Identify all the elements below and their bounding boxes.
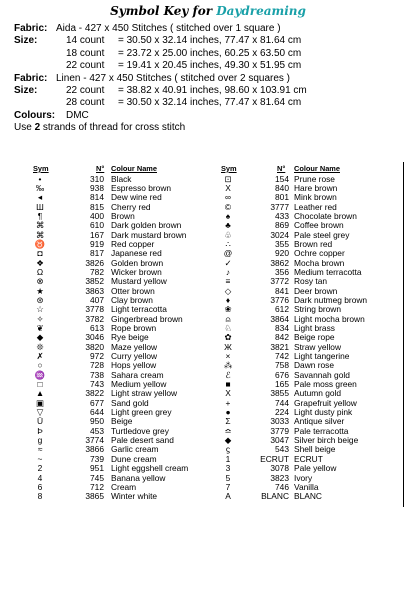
row-colour-name: Sand gold [111,397,149,408]
row-dmc-number: 801 [275,192,289,203]
row-symbol: ◘ [37,248,43,259]
row-colour-name: Mocha brown [294,257,345,268]
row-symbol: Ж [224,341,232,352]
row-colour-name: Pale moss green [294,379,357,390]
row-dmc-number: 3822 [85,388,104,399]
row-dmc-number: 165 [275,379,289,390]
row-dmc-number: 310 [90,173,104,184]
row-symbol: □ [37,379,43,390]
row-colour-name: Mustard yellow [111,276,167,287]
row-symbol: ♧ [224,229,232,240]
row-dmc-number: 3033 [270,416,289,427]
row-colour-name: ECRUT [294,453,323,464]
fabric-aida-line [14,23,406,35]
row-dmc-number: 167 [90,229,104,240]
row-colour-name: Chocolate brown [294,210,357,221]
row-dmc-number: 950 [90,416,104,427]
row-symbol: ≏ [224,425,232,436]
row-dmc-number: 938 [90,182,104,193]
row-dmc-number: 920 [275,248,289,259]
header-number: N° [96,164,105,173]
row-colour-name: Dune cream [111,453,157,464]
row-colour-name: Hops yellow [111,360,157,371]
row-colour-name: Medium terracotta [294,266,362,277]
row-symbol: ⌘ [35,220,45,231]
row-colour-name: Light dusty pink [294,407,353,418]
row-symbol: ◂ [37,192,43,203]
row-symbol: Ш [36,201,44,212]
row-dmc-number: 3024 [270,229,289,240]
row-colour-name: Otter brown [111,285,155,296]
row-symbol: ϛ [225,444,231,455]
row-dmc-number: 3852 [85,276,104,287]
instruction-text [14,122,185,134]
instruction-line [14,122,406,134]
row-symbol: ℰ [225,369,231,380]
row-symbol: ♣ [225,220,231,231]
header-sym: Sym [221,164,237,173]
row-symbol: ‰ [35,182,45,193]
row-symbol: ⊡ [224,173,232,184]
row-colour-name: Golden brown [111,257,164,268]
row-symbol: ⁂ [223,360,233,371]
row-colour-name: Autumn gold [294,388,342,399]
row-dmc-number: 972 [90,351,104,362]
row-symbol: 2 [37,463,43,474]
row-dmc-number: 712 [90,481,104,492]
row-colour-name: Dark mustard brown [111,229,187,240]
row-symbol: ○ [37,360,43,371]
row-symbol: ∞ [225,192,231,203]
table-row [30,492,210,501]
row-symbol: ☆ [36,304,44,315]
size-label: Size: [14,84,38,96]
row-symbol: ❀ [224,304,232,315]
row-colour-name: Black [111,173,132,184]
row-colour-name: Light straw yellow [111,388,178,399]
row-symbol: Þ [37,425,43,436]
row-colour-name: Garlic cream [111,444,159,455]
header-sym: Sym [33,164,49,173]
fabric-text: Aida - 427 x 450 Stitches ( stitched over 1 square ) [56,23,281,34]
row-colour-name: Pale desert sand [111,435,174,446]
title-main: Symbol Key for [110,4,217,18]
row-colour-name: Vanilla [294,481,319,492]
row-symbol: X [225,182,231,193]
row-colour-name: Cream [111,481,137,492]
row-colour-name: Dark golden brown [111,220,182,231]
row-colour-name: Pale yellow [294,463,337,474]
row-colour-name: Deer brown [294,285,338,296]
row-colour-name: Coffee brown [294,220,344,231]
row-dmc-number: 919 [90,238,104,249]
right-border-line [403,162,404,507]
row-colour-name: Antique silver [294,416,345,427]
row-symbol: ♉ [34,238,46,249]
row-dmc-number: 834 [275,323,289,333]
size-dims: = 30.50 x 32.14 inches, 77.47 x 81.64 cm [118,35,302,47]
row-colour-name: Japanese red [111,248,162,259]
size-dims: = 30.50 x 32.14 inches, 77.47 x 81.64 cm [118,97,302,109]
row-symbol: X [225,388,231,399]
row-dmc-number: 613 [90,323,104,333]
row-dmc-number: 745 [90,472,104,483]
page-title [0,2,416,20]
row-colour-name: Brown [111,210,135,221]
row-symbol: Ω [36,266,44,277]
row-symbol: ✿ [224,332,232,343]
row-colour-name: Leather red [294,201,337,212]
row-symbol: 6 [37,481,43,492]
row-symbol: Σ [225,416,231,427]
row-symbol: ❖ [36,257,44,268]
row-colour-name: Gingerbread brown [111,313,183,324]
header-colour-name: Colour Name [294,164,340,173]
row-dmc-number: 154 [275,173,289,184]
row-dmc-number: 543 [275,444,289,455]
row-colour-name: Light brass [294,323,335,333]
row-dmc-number: 3864 [270,313,289,324]
row-dmc-number: 3862 [270,257,289,268]
row-colour-name: Red copper [111,238,155,249]
row-symbol: + [225,397,231,408]
row-dmc-number: 407 [90,294,104,305]
row-colour-name: Dark nutmeg brown [294,294,368,305]
row-dmc-number: 840 [275,182,289,193]
fabric-linen-line [14,73,406,85]
row-symbol: 8 [37,491,43,502]
size-dims: = 19.41 x 20.45 inches, 49.30 x 51.95 cm [118,60,302,72]
row-dmc-number: 3778 [85,304,104,315]
row-colour-name: Pale steel grey [294,229,350,240]
row-symbol: g [37,435,43,446]
row-colour-name: Rye beige [111,332,149,343]
size-dims: = 38.82 x 40.91 inches, 98.60 x 103.91 cm [118,84,307,96]
row-dmc-number: 744 [275,397,289,408]
row-colour-name: String brown [294,304,342,315]
row-dmc-number: 3865 [85,491,104,502]
row-dmc-number: 817 [90,248,104,259]
row-symbol: ❊ [36,341,44,352]
row-colour-name: Clay brown [111,294,153,305]
colours-line [14,110,406,122]
table-row [218,492,403,501]
table-body [218,175,403,502]
row-symbol: • [38,173,42,184]
size-line [14,48,406,60]
row-dmc-number: 612 [275,304,289,315]
row-symbol: ♪ [225,266,231,277]
row-dmc-number: 869 [275,220,289,231]
symbol-table-right [218,164,403,502]
row-symbol: ◆ [36,332,44,343]
row-symbol: @ [223,248,233,259]
title-accent: Daydreaming [216,4,306,18]
row-dmc-number: 3046 [85,332,104,343]
row-symbol: ♘ [224,323,232,333]
row-dmc-number: 453 [90,425,104,436]
row-dmc-number: 728 [90,360,104,371]
table-header [218,164,403,175]
row-dmc-number: 738 [90,369,104,380]
row-colour-name: Grapefruit yellow [294,397,357,408]
row-colour-name: Banana yellow [111,472,166,483]
row-dmc-number: 782 [90,266,104,277]
instruction-pre: Use [14,122,35,134]
row-symbol: ▣ [36,397,44,408]
row-dmc-number: 224 [275,407,289,418]
row-dmc-number: 3779 [270,425,289,436]
row-colour-name: Light eggshell cream [111,463,189,474]
row-colour-name: Straw yellow [294,341,342,352]
row-colour-name: Prune rose [294,173,335,184]
row-dmc-number: 644 [90,407,104,418]
row-symbol: ✓ [224,257,232,268]
size-count: 22 count [66,60,105,72]
row-colour-name: Shell beige [294,444,336,455]
size-line [14,85,406,97]
row-dmc-number: 3820 [85,341,104,352]
row-colour-name: Light green grey [111,407,172,418]
row-symbol: ♠ [225,210,231,221]
row-colour-name: Beige rope [294,332,335,343]
row-colour-name: Dew wine red [111,192,162,203]
row-colour-name: Rope brown [111,323,157,333]
row-dmc-number: 433 [275,210,289,221]
row-symbol: ▲ [35,388,45,399]
row-symbol: ⌘ [35,229,45,240]
row-colour-name: Ivory [294,472,313,483]
row-dmc-number: 3823 [270,472,289,483]
row-colour-name: Light tangerine [294,351,350,362]
row-symbol: ⊛ [36,294,44,305]
row-symbol: ⍝ [225,313,231,324]
size-line [14,60,406,72]
row-dmc-number: 355 [275,238,289,249]
row-symbol: 7 [225,481,231,492]
row-symbol: ♒ [34,369,46,380]
size-line [14,35,406,47]
fabric-label: Fabric: [14,72,48,84]
row-colour-name: Brown red [294,238,333,249]
fabric-text: Linen - 427 x 450 Stitches ( stitched over 2 squares ) [56,72,291,84]
specs-block [14,23,406,135]
row-symbol: A [225,491,231,502]
row-symbol: ❦ [36,323,44,333]
row-colour-name: Silver birch beige [294,435,359,446]
size-count: 18 count [66,47,105,59]
row-colour-name: Espresso brown [111,182,172,193]
row-symbol: ♦ [225,294,231,305]
row-dmc-number: 3774 [85,435,104,446]
row-dmc-number: 3772 [270,276,289,287]
instruction-post: strands of thread for cross stitch [40,122,186,134]
row-symbol: 3 [225,463,231,474]
row-dmc-number: 743 [90,379,104,390]
row-dmc-number: 746 [275,481,289,492]
fabric-label: Fabric: [14,23,48,34]
size-dims: = 23.72 x 25.00 inches, 60.25 x 63.50 cm [118,47,302,59]
row-colour-name: Cherry red [111,201,151,212]
row-dmc-number: 814 [90,192,104,203]
row-dmc-number: 3047 [270,435,289,446]
row-symbol: ~ [37,453,43,464]
row-dmc-number: 3866 [85,444,104,455]
row-dmc-number: 3777 [270,201,289,212]
row-symbol: 5 [225,472,231,483]
row-dmc-number: 815 [90,201,104,212]
table-body [30,175,210,502]
row-colour-name: Light mocha brown [294,313,365,324]
row-dmc-number: 400 [90,210,104,221]
row-symbol: ▽ [36,407,44,418]
row-symbol: ⊗ [36,276,44,287]
row-dmc-number: 3782 [85,313,104,324]
row-symbol: ✗ [36,351,44,362]
row-symbol: × [225,351,231,362]
row-dmc-number: 356 [275,266,289,277]
row-symbol: Ü [36,416,44,427]
row-dmc-number: 3776 [270,294,289,305]
row-dmc-number: 758 [275,360,289,371]
row-symbol: ≈ [37,444,43,455]
row-colour-name: Dawn rose [294,360,335,371]
row-colour-name: Savannah gold [294,369,350,380]
table-header [30,164,210,175]
row-dmc-number: 676 [275,369,289,380]
colours-text: DMC [66,109,89,121]
instruction-strands: 2 [34,122,41,134]
row-dmc-number: 3826 [85,257,104,268]
row-colour-name: Beige [111,416,133,427]
row-dmc-number: 739 [90,453,104,464]
size-count: 28 count [66,97,105,109]
row-colour-name: Wicker brown [111,266,162,277]
row-symbol: © [224,201,232,212]
size-line [14,97,406,109]
row-symbol: ◇ [224,285,232,296]
header-colour-name: Colour Name [111,164,157,173]
header-number: N° [277,164,286,173]
row-colour-name: Winter white [111,491,158,502]
row-colour-name: Rosy tan [294,276,328,287]
symbol-table-left [30,164,210,502]
row-colour-name: Medium yellow [111,379,167,390]
row-dmc-number: 951 [90,463,104,474]
row-dmc-number: 3821 [270,341,289,352]
size-count: 22 count [66,84,105,96]
row-colour-name: Pale terracotta [294,425,349,436]
row-colour-name: Curry yellow [111,351,158,362]
row-symbol: ● [225,407,231,418]
row-symbol: 4 [37,472,43,483]
row-symbol: ★ [36,285,44,296]
row-symbol: 1 [225,453,231,464]
row-colour-name: Mink brown [294,192,337,203]
row-dmc-number: 842 [275,332,289,343]
row-dmc-number: 677 [90,397,104,408]
row-colour-name: Maze yellow [111,341,158,352]
row-symbol: ■ [225,379,231,390]
row-colour-name: Light terracotta [111,304,167,315]
row-colour-name: Sahara cream [111,369,164,380]
row-colour-name: Turtledove grey [111,425,169,436]
row-colour-name: Hare brown [294,182,338,193]
row-colour-name: Ochre copper [294,248,345,259]
row-symbol: ≡ [225,276,231,287]
row-dmc-number: 742 [275,351,289,362]
row-dmc-number: 610 [90,220,104,231]
row-dmc-number: 3855 [270,388,289,399]
row-symbol: ✧ [36,313,44,324]
row-dmc-number: 841 [275,285,289,296]
colours-label: Colours: [14,109,56,121]
row-colour-name: BLANC [294,491,322,502]
row-symbol: ¶ [37,210,43,221]
row-dmc-number: 3078 [270,463,289,474]
row-dmc-number: 3863 [85,285,104,296]
row-symbol: ∴ [225,238,231,249]
size-label: Size: [14,35,38,47]
row-dmc-number: ECRUT [260,453,289,464]
row-dmc-number: BLANC [261,491,289,502]
row-symbol: ◆ [224,435,232,446]
size-count: 14 count [66,35,105,47]
